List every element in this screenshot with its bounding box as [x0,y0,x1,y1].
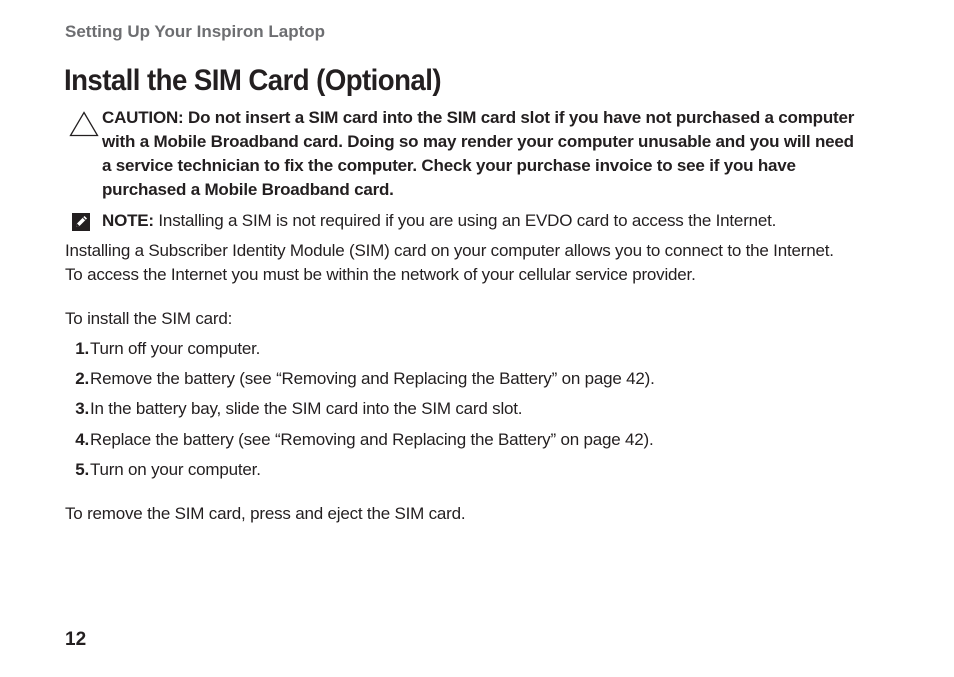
step-number: 2. [75,369,89,389]
step-text: In the battery bay, slide the SIM card into the SIM card slot. [90,399,523,419]
intro-paragraph: Installing a Subscriber Identity Module (SIM) card on your computer allows you to connect to the Internet. To access the Internet you must be within the network of your cellular service provider. [65,241,834,284]
note-body: Installing a SIM is not required if you are using an EVDO card to access the Internet. [153,211,777,230]
list-item [65,458,655,488]
page-title: Install the SIM Card (Optional) [64,64,441,97]
outro-paragraph: To remove the SIM card, press and eject the SIM card. [65,504,466,523]
caution-triangle-icon [69,111,99,137]
note-label: NOTE: [102,211,154,230]
note-text [102,209,776,233]
step-text: Replace the battery (see “Removing and Replacing the Battery” on page 42). [90,429,654,449]
page-number: 12 [65,629,87,650]
running-head: Setting Up Your Inspiron Laptop [65,22,326,41]
step-number: 4. [75,429,89,449]
list-item [65,397,655,427]
install-steps-list [65,337,655,488]
step-number: 1. [75,339,89,358]
list-item [65,367,655,397]
list-item [65,337,655,367]
steps-lead: To install the SIM card: [65,309,233,328]
step-number: 3. [75,399,89,419]
caution-text: CAUTION: Do not insert a SIM card into the SIM card slot if you have not purchased a computer with a Mobile Broadband card. Doing so may render your computer unusable and you will need a service technician to fix the computer. Check your purchase invoice to see if you have purchased a Mobile Broadband card. [102,108,855,199]
step-text: Turn on your computer. [90,459,261,479]
list-item [65,428,655,458]
step-text: Turn off your computer. [90,339,261,358]
step-text: Remove the battery (see “Removing and Replacing the Battery” on page 42). [90,369,655,389]
note-pencil-icon [72,213,90,231]
step-number: 5. [75,459,89,479]
